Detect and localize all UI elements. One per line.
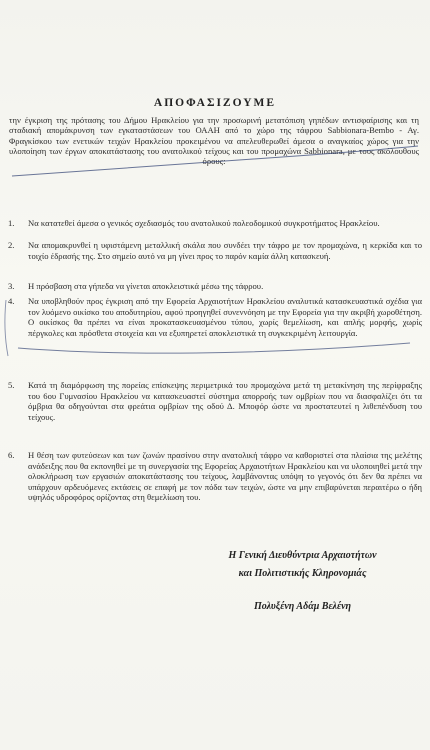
item-text: Να απομακρυνθεί η υφιστάμενη μεταλλική σκάλα που συνδέει την τάφρο με τον προμαχώνα, η κερκίδα και το τοιχίο έδρασής της. Στο σημείο αυτό να μη γίνει προς το παρόν καμία άλλη κατασκευή. bbox=[28, 240, 422, 261]
pen-stroke-margin bbox=[5, 300, 8, 356]
item-number: 3. bbox=[8, 281, 15, 291]
signature-title-line1: Η Γενική Διευθύντρια Αρχαιοτήτων bbox=[228, 550, 377, 561]
item-text: Να υποβληθούν προς έγκριση από την Εφορεία Αρχαιοτήτων Ηρακλείου αναλυτικά κατασκευαστικά σχέδια για τον λυόμενο οικίσκο του αποδυτηρίου, αφού προηγηθεί συνεννόηση με την Εφορεία για την ακριβή χωροθέτηση. Ο οικίσκος θα πρέπει να είναι προκατασκευασμένου τύπου, χωρίς θεμελίωση, και απλής μορφής, χωρίς πέργκολες και πρόσθετα στοιχεία και να εξυπηρετεί αποκλειστικά τη συγκεκριμένη λειτουργία. bbox=[28, 296, 422, 338]
item-number: 6. bbox=[8, 450, 15, 460]
item-number: 4. bbox=[8, 296, 15, 306]
decision-heading: ΑΠΟΦΑΣΙΖΟΥΜΕ bbox=[153, 97, 277, 109]
item-number: 5. bbox=[8, 380, 15, 390]
intro-paragraph: την έγκριση της πρότασης του Δήμου Ηρακλείου για την προσωρινή μετατόπιση γηπέδων αντισφαίρισης και τη σταδιακή απομάκρυνση των εγκαταστάσεων του ΟΑΑΗ από το χώρο της τάφρου Sabbionara-Bembo - Αγ. Φραγκίσκου των ενετικών τειχών Ηρακλείου προκειμένου να απελευθερωθεί άμεσα ο αναγκαίος χώρος για την υλοποίηση των έργων αποκατάστασης του ανατολικού τείχους και του προμαχώνα Sabbionara, με τους ακόλουθους όρους: bbox=[9, 115, 419, 167]
item-text: Να κατατεθεί άμεσα ο γενικός σχεδιασμός του ανατολικού πολεοδομικού συγκροτήματος Ηρακλείου. bbox=[28, 218, 380, 228]
signature-title-line2: και Πολιτιστικής Κληρονομιάς bbox=[238, 568, 367, 579]
item-text: Κατά τη διαμόρφωση της πορείας επίσκεψης περιμετρικά του προμαχώνα μετά τη μετακίνηση της περίφραξης του 6ου Γυμνασίου Ηρακλείου να κατασκευαστεί σύστημα απορροής των ομβρίων που να διασφαλίζει ότι τα όμβρια θα οδηγούνται στα φρεάτια ομβρίων της οδού Δ. Μποφόρ ώστε να προστατευτεί η λιθεπένδυση του τείχους. bbox=[28, 380, 422, 422]
item-text: Η πρόσβαση στα γήπεδα να γίνεται αποκλειστικά μέσω της τάφρου. bbox=[28, 281, 264, 291]
signature-name: Πολυξένη Αδάμ Βελένη bbox=[253, 601, 352, 612]
pen-stroke-item4 bbox=[18, 343, 410, 353]
item-number: 1. bbox=[8, 218, 15, 228]
item-text: Η θέση των φυτεύσεων και των ζωνών πρασίνου στην ανατολική τάφρο να καθοριστεί στα πλαίσια της μελέτης ανάδειξης που θα εκπονηθεί με τη συνεργασία της Εφορείας Αρχαιοτήτων Ηρακλείου και να υλοποιηθεί μετά την ολοκλήρωση των εργασιών αποκατάστασης του τείχους, λαμβάνοντας υπόψη το γεγονός ότι δεν θα πρέπει να υπάρχουν αρδευόμενες εκτάσεις σε επαφή με τον πόδα των τειχών, ώστε να μην επιβαρύνεται περαιτέρω ο ήδη υψηλός υδροφόρος ορίζοντας στη θεμελίωση του. bbox=[28, 450, 422, 503]
item-number: 2. bbox=[8, 240, 15, 250]
